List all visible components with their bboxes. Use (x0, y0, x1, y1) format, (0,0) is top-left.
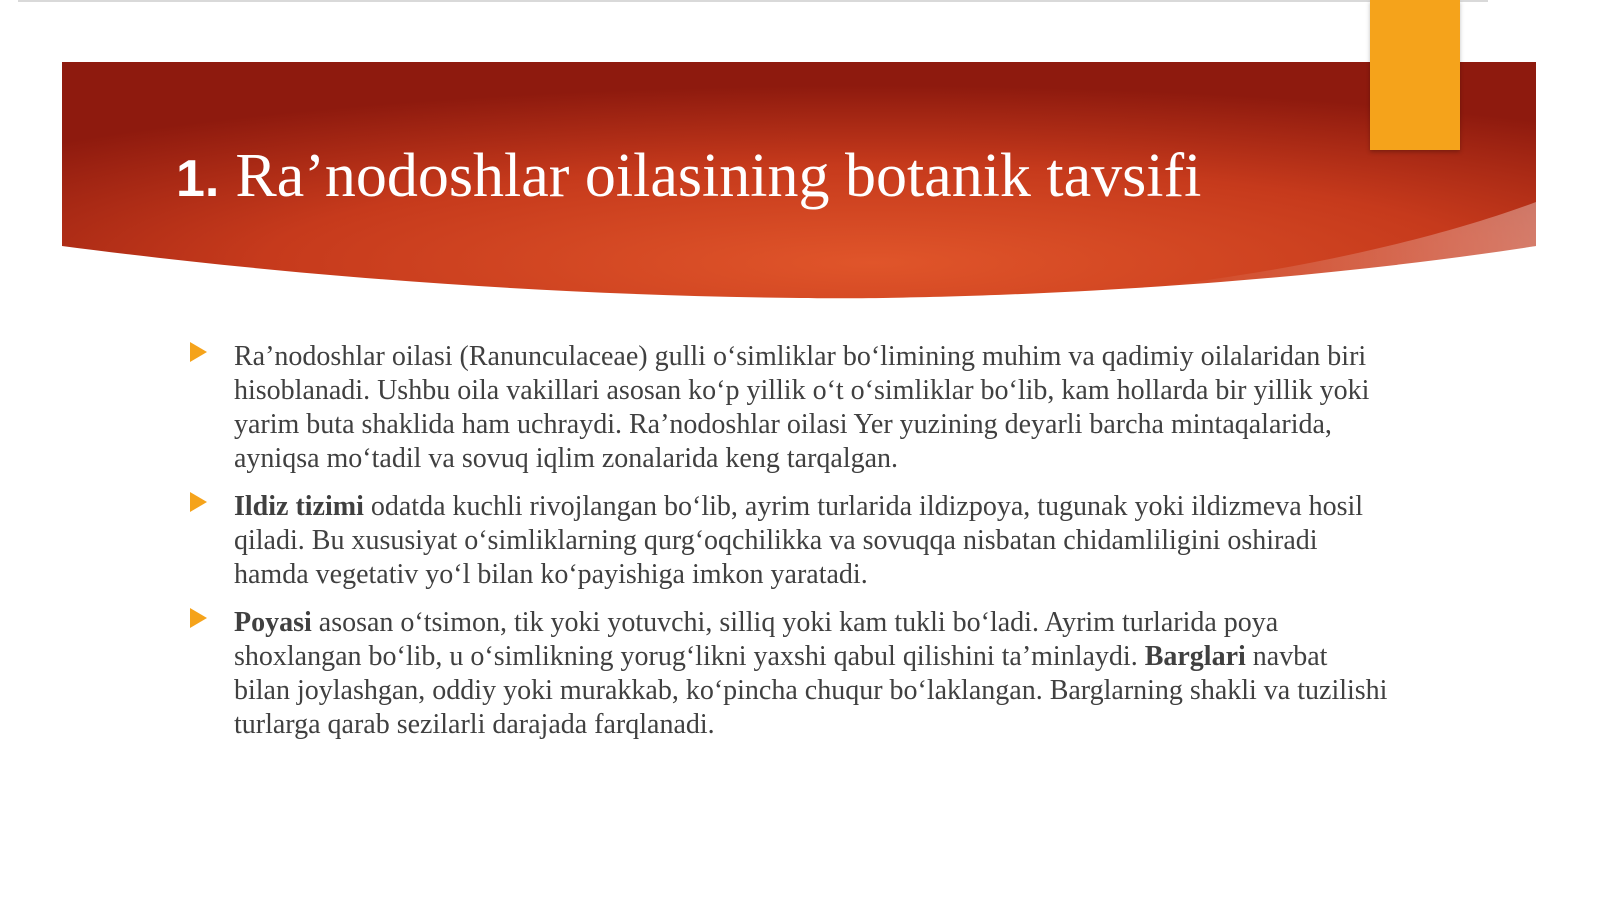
bullet-bold-term: Poyasi (234, 607, 312, 638)
triangle-bullet-icon (190, 342, 207, 362)
slide-title (176, 138, 1326, 217)
bullet-text: Ra’nodoshlar oilasi (Ranunculaceae) gulli o‘simliklar bo‘limining muhim va qadimiy oilalaridan biri hisoblanadi. Ushbu oila vakillari asosan ko‘p yillik o‘t o‘simliklar bo‘lib, kam hollarda bir yillik yoki yarim buta shaklida ham uchraydi. Ra’nodoshlar oilasi Yer yuzining deyarli barcha mintaqalarida, ayniqsa mo‘tadil va sovuq iqlim zonalarida keng tarqalgan. (234, 341, 1370, 474)
bullet-bold-term: Ildiz tizimi (234, 491, 364, 522)
bullet-bold-term: Barglari (1144, 641, 1246, 672)
title-number: 1. (176, 150, 220, 208)
title-text: Ra’nodoshlar oilasining botanik tavsifi (235, 142, 1202, 210)
bullet-text: navbat bilan joylashgan, oddiy yoki murakkab, ko‘pincha chuqur bo‘laklangan. Barglarning shakli va tuzilishi turlarga qarab sezilarli darajada farqlanadi. (234, 641, 1388, 740)
bullet-item (190, 490, 1390, 592)
bullet-text: asosan o‘tsimon, tik yoki yotuvchi, silliq yoki kam tukli bo‘ladi. Ayrim turlarida poya shoxlangan bo‘lib, u o‘simlikning yorug‘likni yaxshi qabul qilishini ta’minlaydi. (234, 607, 1279, 672)
accent-tab (1370, 0, 1460, 150)
triangle-bullet-icon (190, 608, 207, 628)
triangle-bullet-icon (190, 492, 207, 512)
bullet-list (190, 340, 1390, 756)
bullet-item (190, 606, 1390, 742)
bullet-item (190, 340, 1390, 476)
bullet-text: odatda kuchli rivojlangan bo‘lib, ayrim turlarida ildizpoya, tugunak yoki ildizmeva hosil qiladi. Bu xususiyat o‘simliklarning qurg‘oqchilikka va sovuqqa nisbatan chidamliligini oshiradi hamda vegetativ yo‘l bilan ko‘payishiga imkon yaratadi. (234, 491, 1364, 590)
